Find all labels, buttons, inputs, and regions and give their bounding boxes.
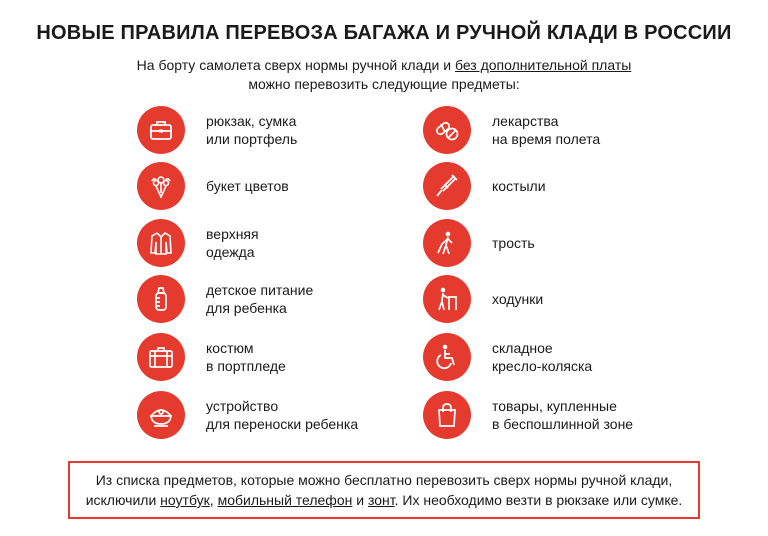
crutch-icon [423, 162, 471, 210]
list-item [423, 391, 633, 439]
notice-mobile-phone: мобильный телефон [217, 492, 353, 508]
page-title: НОВЫЕ ПРАВИЛА ПЕРЕВОЗА БАГАЖА И РУЧНОЙ КЛАДИ В РОССИИ [36, 22, 732, 44]
subtitle-line2: можно перевозить следующие предметы: [248, 76, 520, 92]
walker-icon [423, 275, 471, 323]
item-label-line1: верхняя [206, 226, 259, 242]
list-item [423, 219, 535, 267]
item-label-line1: костыли [492, 178, 546, 194]
item-label-line1: детское питание [206, 282, 314, 298]
baby-carrier-icon [137, 391, 185, 439]
list-item [137, 275, 313, 323]
list-item [137, 333, 286, 381]
list-item [137, 219, 259, 267]
notice-laptop: ноутбук [160, 492, 210, 508]
walking-cane-icon [423, 219, 471, 267]
item-label-line2: одежда [206, 244, 255, 260]
notice-tail: . Их необходимо везти в рюкзаке или сумке. [394, 492, 683, 508]
list-item [137, 106, 297, 154]
notice-line2 [70, 490, 698, 510]
list-item [423, 333, 592, 381]
list-item [423, 162, 546, 210]
item-label-line2: в беспошлинной зоне [492, 416, 634, 432]
briefcase-icon [137, 106, 185, 154]
notice-sep1: , [209, 492, 218, 508]
item-label-line2: на время полета [492, 131, 601, 147]
item-label-line2: для ребенка [206, 300, 287, 316]
item-label-line1: товары, купленные [492, 398, 617, 414]
item-label-line2: или портфель [206, 131, 298, 147]
item-label-line1: лекарства [492, 113, 559, 129]
item-label-line1: костюм [206, 340, 254, 356]
item-label-line1: ходунки [492, 291, 544, 307]
item-label-line1: устройство [206, 398, 279, 414]
subtitle-free-of-charge: без дополнительной платы [454, 57, 632, 73]
item-label-line1: рюкзак, сумка [206, 113, 297, 129]
item-label-line2: для переноски ребенка [206, 416, 359, 432]
wheelchair-icon [423, 333, 471, 381]
garment-bag-icon [137, 333, 185, 381]
coat-icon [137, 219, 185, 267]
item-label-line1: складное [492, 340, 553, 356]
shopping-bag-icon [423, 391, 471, 439]
notice-umbrella: зонт [367, 492, 395, 508]
item-label-line1: трость [492, 235, 535, 251]
subtitle-prefix: На борту самолета сверх нормы ручной клади и [136, 57, 455, 73]
subtitle [0, 56, 768, 94]
pills-icon [423, 106, 471, 154]
item-label-line1: букет цветов [206, 178, 289, 194]
notice-box [68, 461, 700, 519]
list-item [137, 162, 289, 210]
notice-part1: исключили [85, 492, 161, 508]
notice-sep2: и [352, 492, 368, 508]
notice-line1: Из списка предметов, которые можно бесплатно перевозить сверх нормы ручной клади, [95, 472, 673, 488]
list-item [423, 275, 543, 323]
item-label-line2: в портпледе [206, 358, 286, 374]
baby-bottle-icon [137, 275, 185, 323]
list-item [423, 106, 600, 154]
flower-bouquet-icon [137, 162, 185, 210]
list-item [137, 391, 358, 439]
item-label-line2: кресло-коляска [492, 358, 593, 374]
